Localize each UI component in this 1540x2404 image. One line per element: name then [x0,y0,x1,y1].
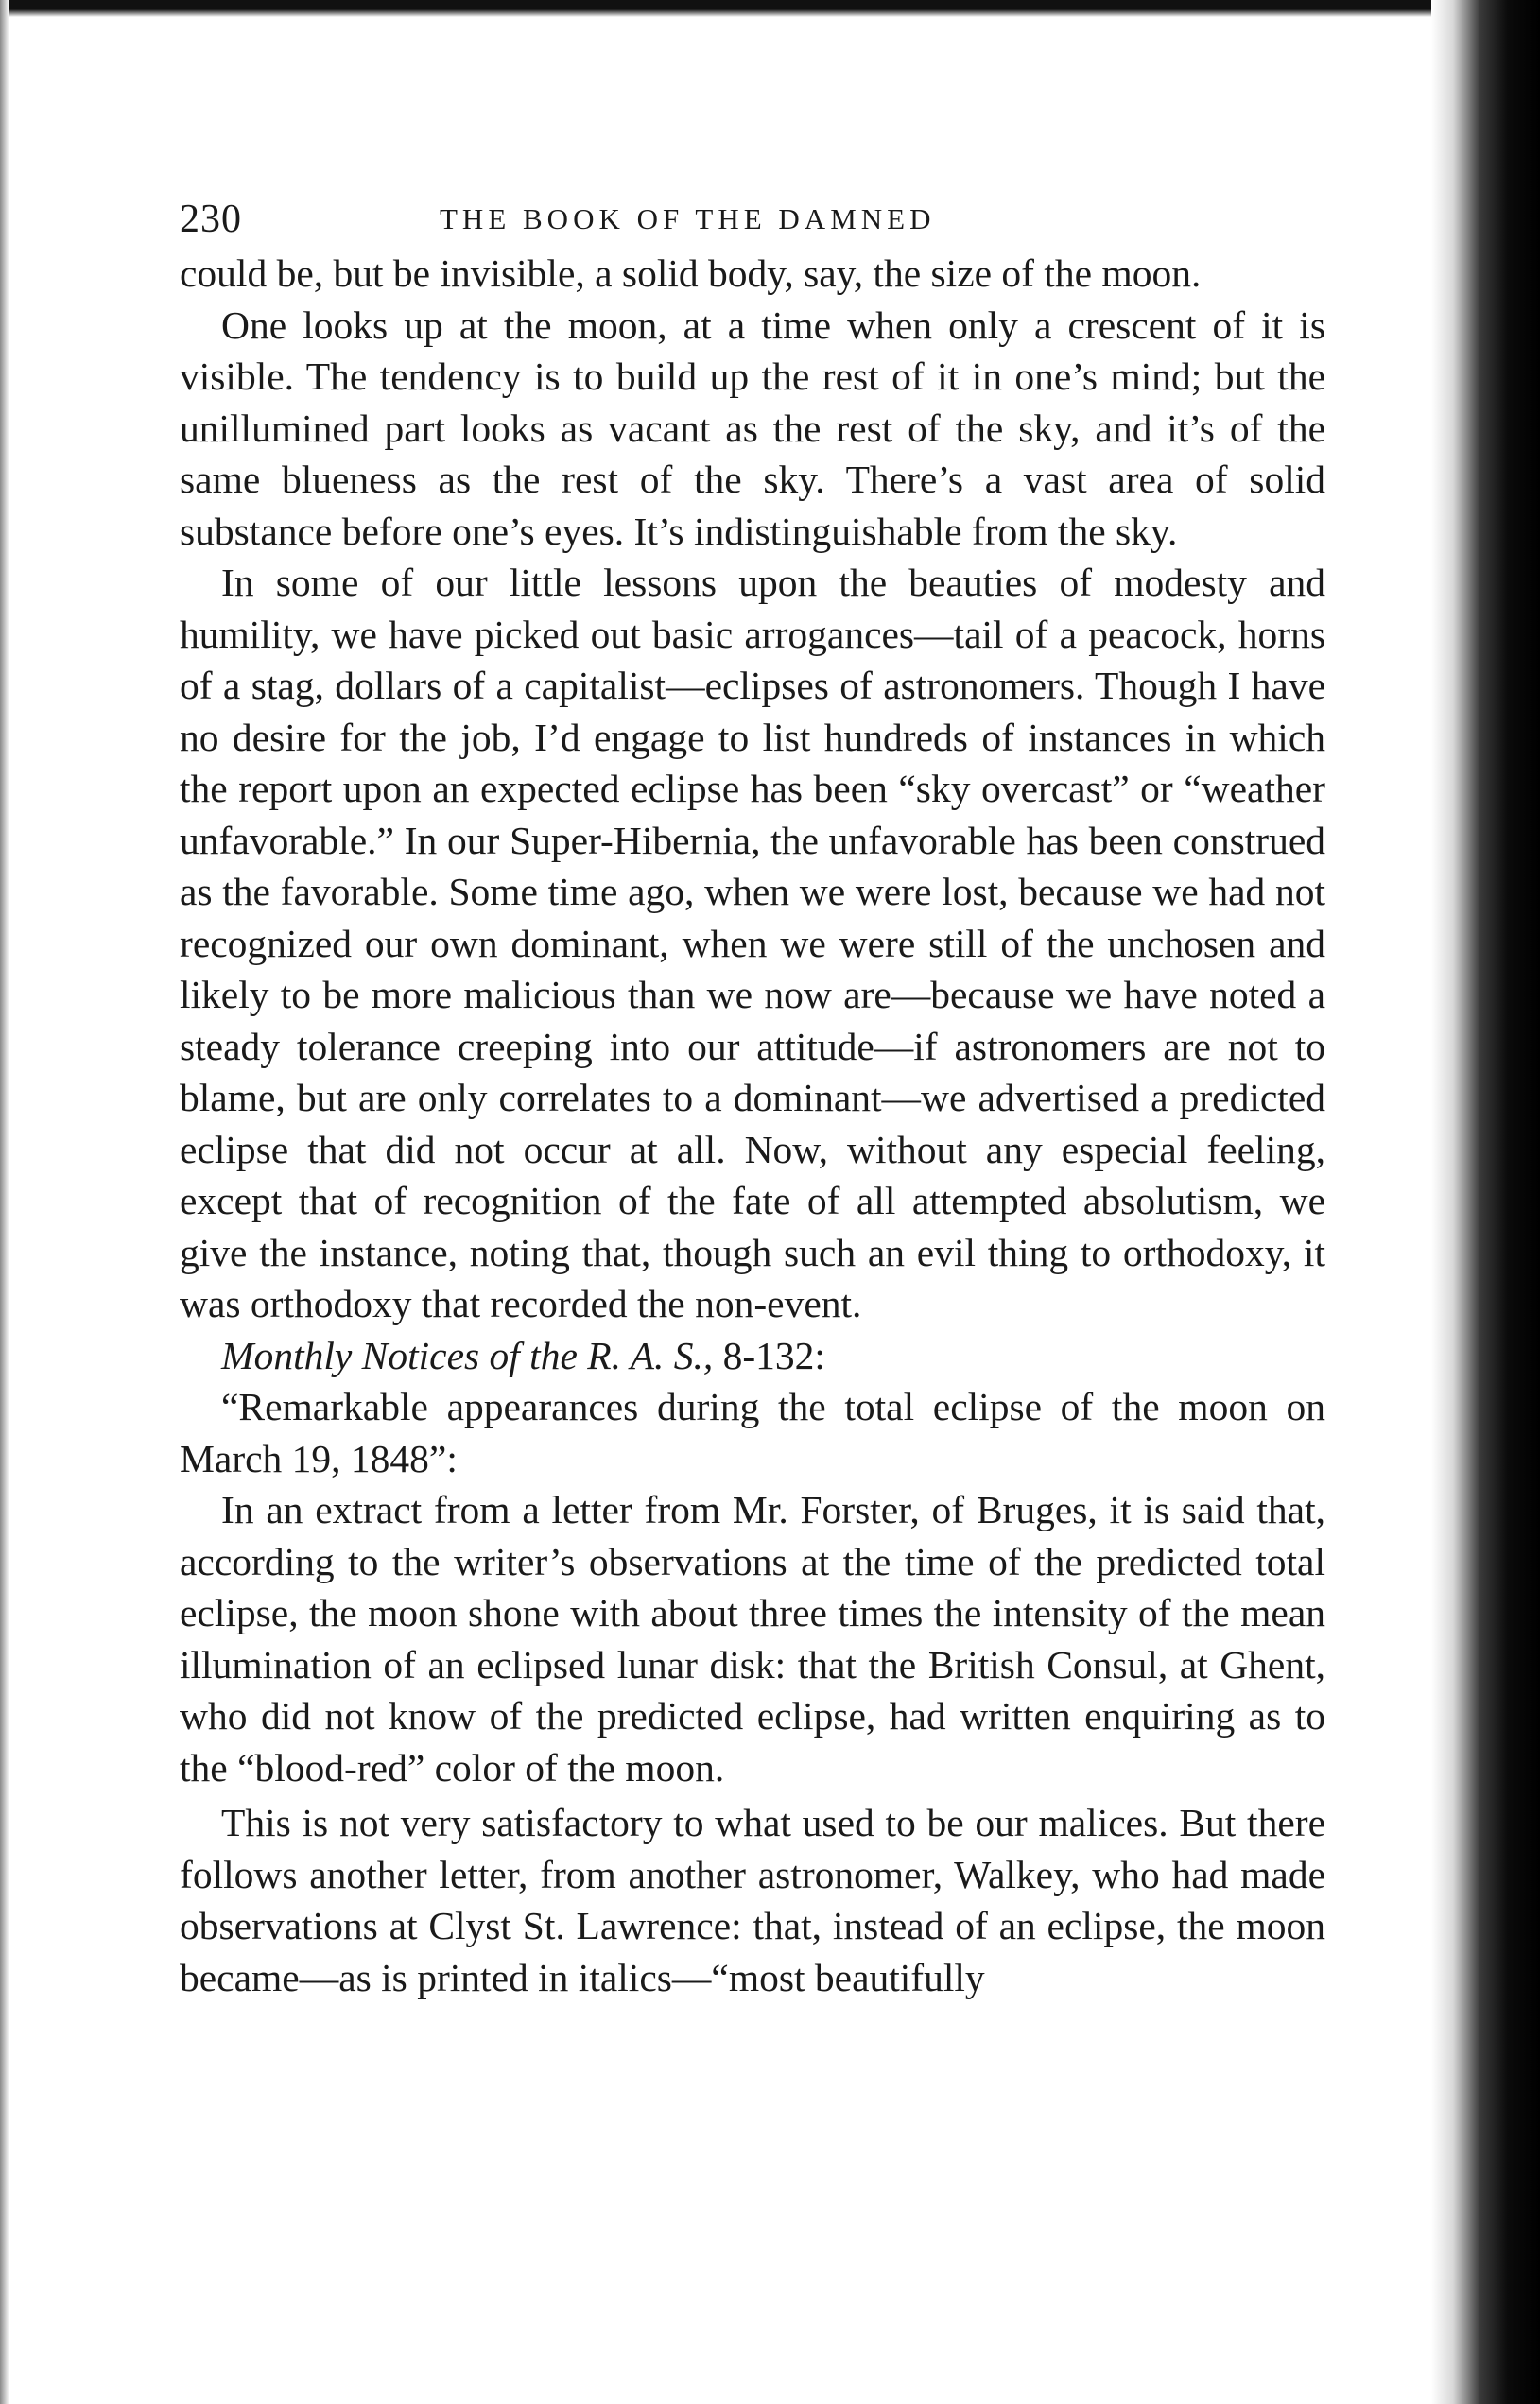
scan-right-edge [1431,0,1540,2404]
scan-top-edge [0,0,1540,17]
paragraph: In an extract from a letter from Mr. Forster, of Bruges, it is said that, according to the writer’s observations at the time of the predicted total eclipse, the moon shone with about three times the intensity of the mean illumination of an eclipsed lunar disk: that the British Consul, at Ghent, who did not know of the predicted eclipse, had written enquiring as to the “blood-red” color of the moon. [180,1488,1325,1790]
scan-left-edge [0,0,9,2404]
quote-title: “Remarkable appearances during the total eclipse of the moon on March 19, 1848”: [180,1385,1325,1480]
citation-reference: 8-132: [713,1333,825,1377]
paragraph: In some of our little lessons upon the beauties of modesty and humility, we have picked out basic arrogances—tail of a peacock, horns of a stag, dollars of a capitalist—eclipses of astronomers. Though I have no desire for the job, I’d engage to list hundreds of instances in which the report upon an expected eclipse has been “sky overcast” or “weather unfavorable.” In our Super-Hibernia, the unfavorable has been construed as the favorable. Some time ago, when we were lost, because we had not recognized our own dominant, when we were still of the unchosen and likely to be more malicious than we now are—because we have noted a steady tolerance creeping into our attitude—if astronomers are not to blame, but are only correlates to a dominant—we advertised a predicted eclipse that did not occur at all. Now, without any especial feeling, except that of recognition of the fate of all attempted absolutism, we give the instance, noting that, though such an evil thing to orthodoxy, it was orthodoxy that recorded the non-event. [180,561,1325,1325]
paragraph: This is not very satisfactory to what used to be our malices. But there follows another letter, from another astronomer, Walkey, who had made observations at Clyst St. Lawrence: that, instead of an eclipse, the moon became—as is printed in italics—“most beautifully [180,1801,1325,1999]
paragraph: One looks up at the moon, at a time when only a crescent of it is visible. The tendency is to build up the rest of it in one’s mind; but the unillumined part looks as vacant as the rest of the sky, and it’s of the same blueness as the rest of the sky. There’s a vast area of solid substance before one’s eyes. It’s indistinguishable from the sky. [180,303,1325,553]
citation-source: Monthly Notices of the R. A. S., [221,1333,714,1377]
page-number: 230 [180,198,242,241]
citation [180,1330,1325,1382]
paragraph-continued: could be, but be invisible, a solid body, say, the size of the moon. [180,251,1202,295]
body-text [180,248,1325,2003]
running-head [180,189,1325,248]
running-title: THE BOOK OF THE DAMNED [440,202,936,235]
book-page [180,189,1325,2003]
